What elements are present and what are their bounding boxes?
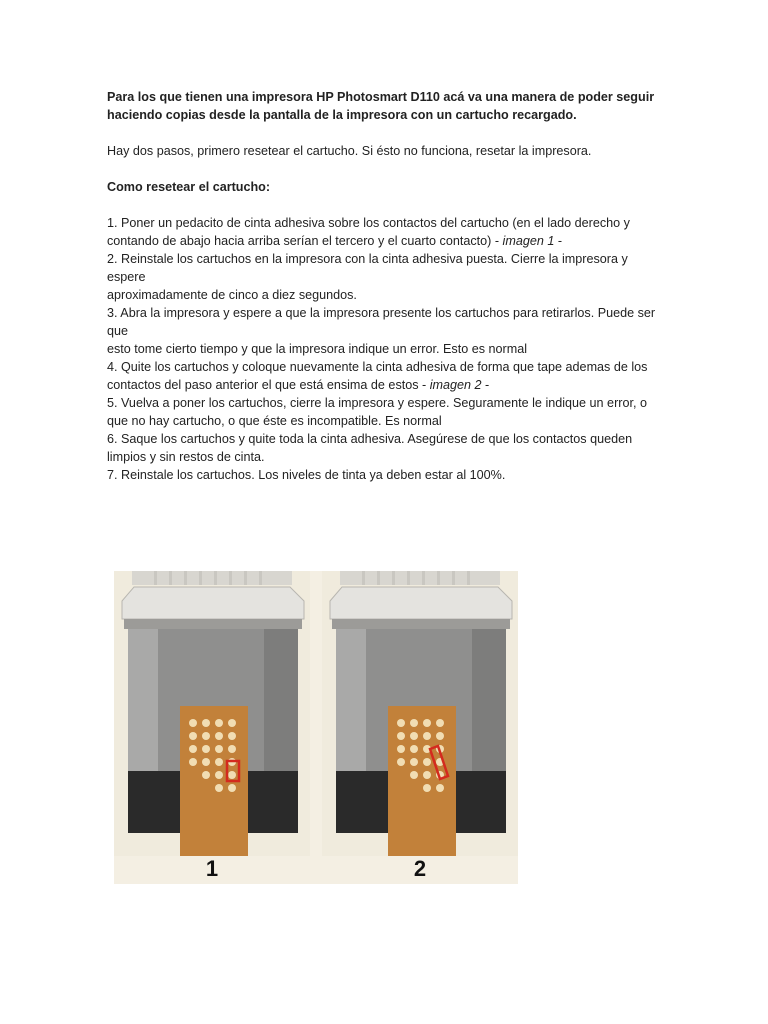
intro-text: Para los que tienen una impresora HP Photosmart D110 acá va una manera de poder seguir haciendo copias desde la pantalla de la impresora con un cartucho recargado. bbox=[107, 90, 655, 122]
step-text: 4. Quite los cartuchos y coloque nuevamente la cinta adhesiva de forma que tape ademas de los bbox=[107, 360, 648, 374]
cartridge-figure bbox=[114, 571, 518, 884]
step-line bbox=[107, 286, 663, 304]
step-line bbox=[107, 466, 663, 484]
step-text: 7. Reinstale los cartuchos. Los niveles de tinta ya deben estar al 100%. bbox=[107, 468, 506, 482]
step-line bbox=[107, 430, 663, 448]
steps-list bbox=[107, 214, 663, 484]
step-line bbox=[107, 322, 663, 340]
figure-caption-1: 1 bbox=[205, 856, 219, 881]
step-text: 5. Vuelva a poner los cartuchos, cierre la impresora y espere. Seguramente le indique un error, o bbox=[107, 396, 647, 410]
figure-caption-2: 2 bbox=[413, 856, 427, 881]
overview-paragraph: Hay dos pasos, primero resetear el cartucho. Si ésto no funciona, resetar la impresora. bbox=[107, 144, 592, 158]
step-line bbox=[107, 448, 663, 466]
step-line bbox=[107, 394, 663, 412]
step-text: contactos del paso anterior el que está ensima de estos - bbox=[107, 378, 430, 392]
step-7 bbox=[107, 466, 663, 484]
step-line bbox=[107, 358, 663, 376]
step-text-suffix: - bbox=[554, 234, 563, 248]
step-text: que bbox=[107, 324, 129, 338]
step-text: esto tome cierto tiempo y que la impresora indique un error. Esto es normal bbox=[107, 342, 527, 356]
step-line bbox=[107, 376, 663, 394]
step-text-suffix: - bbox=[481, 378, 490, 392]
step-text: 1. Poner un pedacito de cinta adhesiva sobre los contactos del cartucho (en el lado derecho y bbox=[107, 216, 630, 230]
step-line bbox=[107, 250, 663, 268]
step-text: 2. Reinstale los cartuchos en la impresora con la cinta adhesiva puesta. Cierre la impresora y bbox=[107, 252, 628, 266]
step-3 bbox=[107, 304, 663, 358]
step-text: 6. Saque los cartuchos y quite toda la cinta adhesiva. Asegúrese de que los contactos queden bbox=[107, 432, 633, 446]
step-line bbox=[107, 268, 663, 286]
section-heading: Como resetear el cartucho: bbox=[107, 180, 271, 194]
step-text: 3. Abra la impresora y espere a que la impresora presente los cartuchos para retirarlos. Puede ser bbox=[107, 306, 656, 320]
step-4 bbox=[107, 358, 663, 394]
step-text: que no hay cartucho, o que éste es incompatible. Es normal bbox=[107, 414, 442, 428]
cartridge-image-1 bbox=[114, 571, 310, 884]
cartridge-image-2 bbox=[322, 571, 518, 884]
step-line bbox=[107, 340, 663, 358]
step-line bbox=[107, 304, 663, 322]
step-5 bbox=[107, 394, 663, 430]
step-1 bbox=[107, 214, 663, 250]
step-text: contando de abajo hacia arriba serían el tercero y el cuarto contacto) - bbox=[107, 234, 503, 248]
step-line bbox=[107, 214, 663, 232]
document-body bbox=[107, 88, 663, 484]
image-reference: imagen 2 bbox=[429, 378, 482, 392]
step-text: limpios y sin restos de cinta. bbox=[107, 450, 265, 464]
step-line bbox=[107, 412, 663, 430]
step-2 bbox=[107, 250, 663, 304]
step-6 bbox=[107, 430, 663, 466]
step-text: espere bbox=[107, 270, 146, 284]
step-text: aproximadamente de cinco a diez segundos. bbox=[107, 288, 357, 302]
step-line bbox=[107, 232, 663, 250]
image-reference: imagen 1 bbox=[502, 234, 555, 248]
